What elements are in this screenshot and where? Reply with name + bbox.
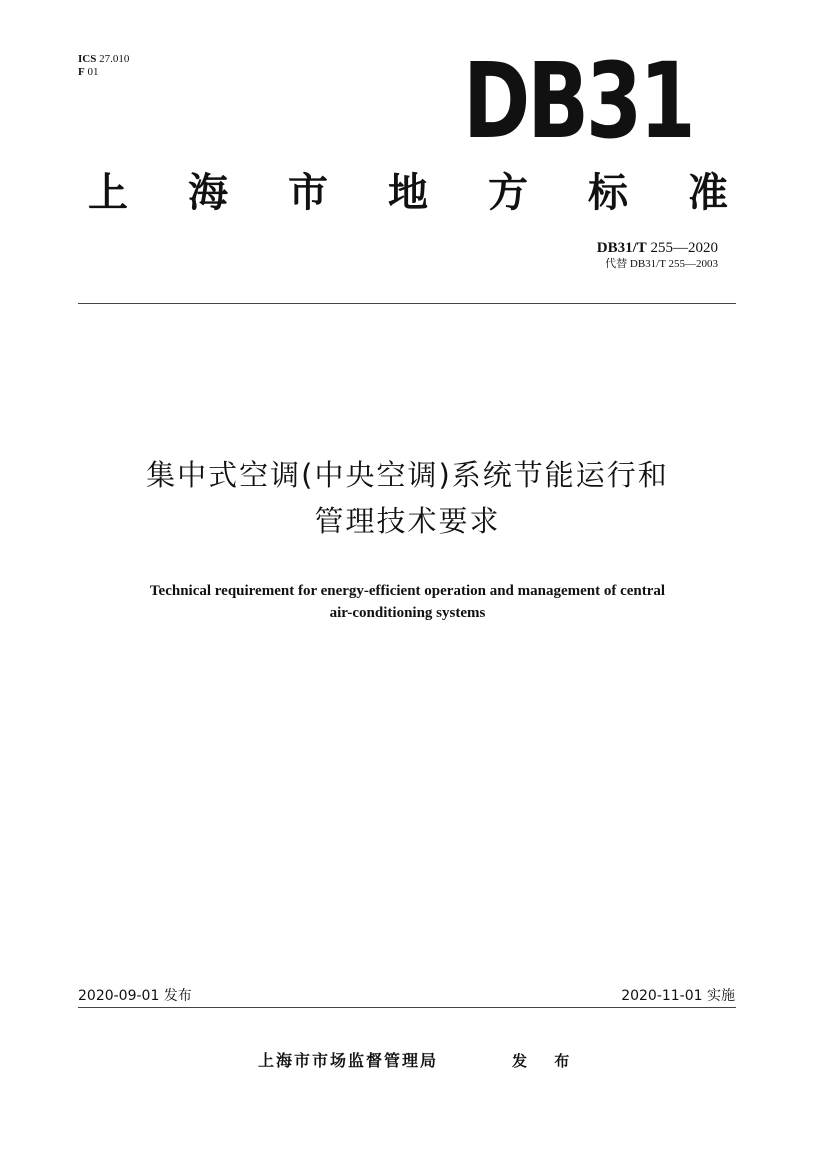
ics-label: ICS (78, 53, 97, 65)
ics-line (78, 53, 129, 66)
title-line-2: 管理技术要求 (314, 504, 501, 538)
cls-line (78, 66, 129, 79)
standard-type-char: 方 (488, 170, 528, 216)
classification-codes (78, 53, 129, 79)
standard-type-char: 市 (288, 170, 328, 216)
code-number: 255—2020 (650, 240, 718, 256)
standard-number (597, 240, 718, 257)
standard-type-char: 地 (388, 170, 428, 216)
ics-value: 27.010 (99, 53, 130, 65)
standard-type-title (88, 170, 728, 216)
standard-type-char: 标 (588, 170, 628, 216)
standard-type-char: 海 (188, 170, 228, 216)
document-title (60, 452, 755, 544)
english-title (60, 580, 755, 624)
publish-date: 2020-09-01 发布 (78, 988, 192, 1004)
standard-code (597, 240, 718, 271)
standard-type-char: 上 (88, 170, 128, 216)
issuing-authority: 上海市市场监督管理局 (258, 1051, 439, 1070)
cls-label: F (78, 66, 85, 78)
implement-date: 2020-11-01 实施 (621, 988, 735, 1004)
standard-type-char: 准 (688, 170, 728, 216)
replaces-code: 代替 DB31/T 255—2003 (605, 258, 718, 270)
title-line-1: 集中式空调(中央空调)系统节能运行和 (146, 458, 669, 492)
cls-value: 01 (87, 66, 99, 78)
code-prefix: DB31/T (596, 240, 647, 256)
english-title-line-1: Technical requirement for energy-efficient operation and management of central (149, 583, 666, 599)
footer-divider (78, 1007, 736, 1008)
issue-label: 发 布 (512, 1052, 576, 1070)
header-divider (78, 303, 736, 304)
db31-logo: DB31 (463, 40, 693, 162)
english-title-line-2: air-conditioning systems (329, 605, 486, 621)
